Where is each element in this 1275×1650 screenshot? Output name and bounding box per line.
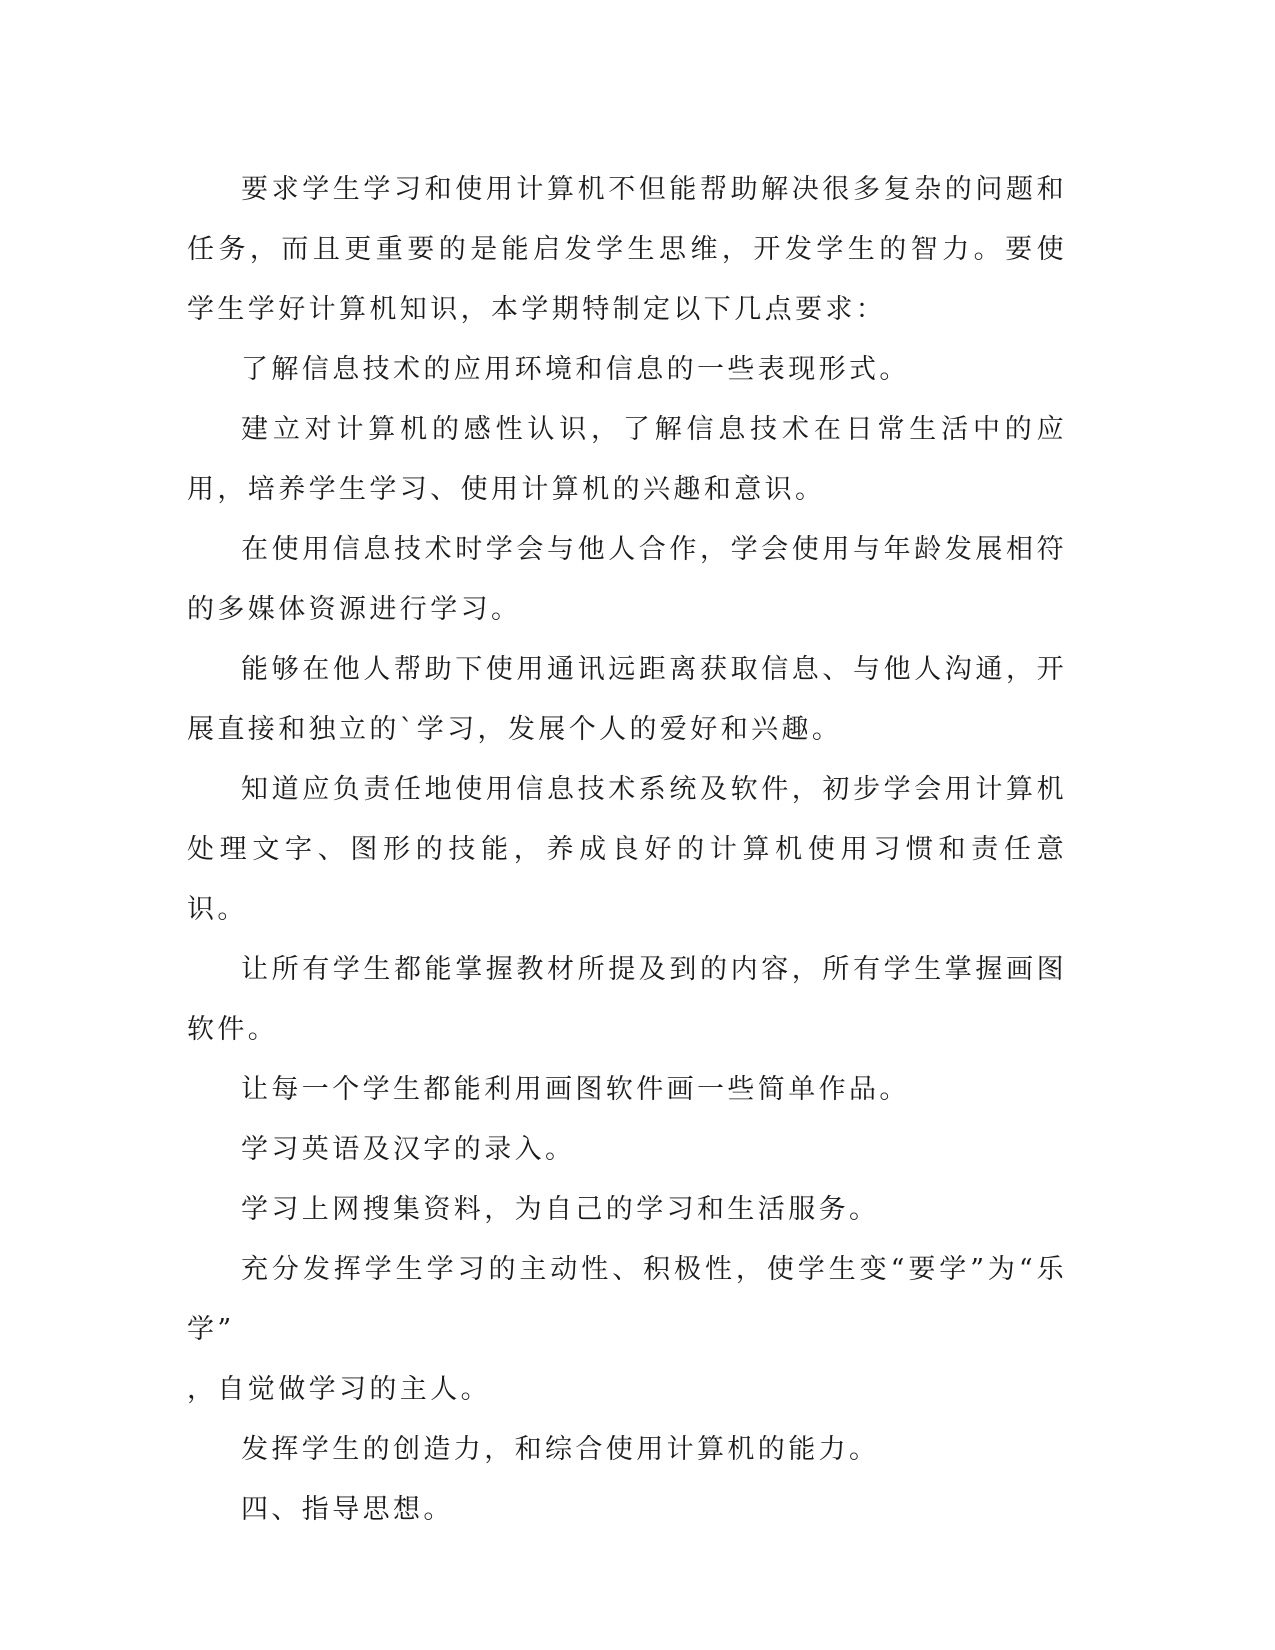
paragraph: 充分发挥学生学习的主动性、积极性，使学生变“要学”为“乐学” ，自觉做学习的主人。	[187, 1254, 1067, 1405]
paragraph: 发挥学生的创造力，和综合使用计算机的能力。	[241, 1434, 880, 1465]
paragraph: 建立对计算机的感性认识，了解信息技术在日常生活中的应用，培养学生学习、使用计算机的兴趣和意识。	[187, 414, 1067, 505]
paragraph: 学习英语及汉字的录入。	[241, 1134, 576, 1165]
paragraph: 学习上网搜集资料，为自己的学习和生活服务。	[241, 1194, 880, 1225]
paragraph: 让每一个学生都能利用画图软件画一些简单作品。	[241, 1074, 910, 1105]
document-body	[187, 160, 1067, 1540]
paragraph: 知道应负责任地使用信息技术系统及软件，初步学会用计算机处理文字、图形的技能，养成良好的计算机使用习惯和责任意识。	[187, 774, 1067, 925]
paragraph: 在使用信息技术时学会与他人合作，学会使用与年龄发展相符的多媒体资源进行学习。	[187, 534, 1067, 625]
paragraph: 了解信息技术的应用环境和信息的一些表现形式。	[241, 354, 910, 385]
paragraph: 让所有学生都能掌握教材所提及到的内容，所有学生掌握画图软件。	[187, 954, 1067, 1045]
paragraph: 要求学生学习和使用计算机不但能帮助解决很多复杂的问题和任务，而且更重要的是能启发学生思维，开发学生的智力。要使学生学好计算机知识，本学期特制定以下几点要求：	[187, 174, 1067, 325]
section-heading: 四、指导思想。	[241, 1494, 454, 1525]
paragraph: 能够在他人帮助下使用通讯远距离获取信息、与他人沟通，开展直接和独立的`学习，发展个人的爱好和兴趣。	[187, 654, 1067, 745]
